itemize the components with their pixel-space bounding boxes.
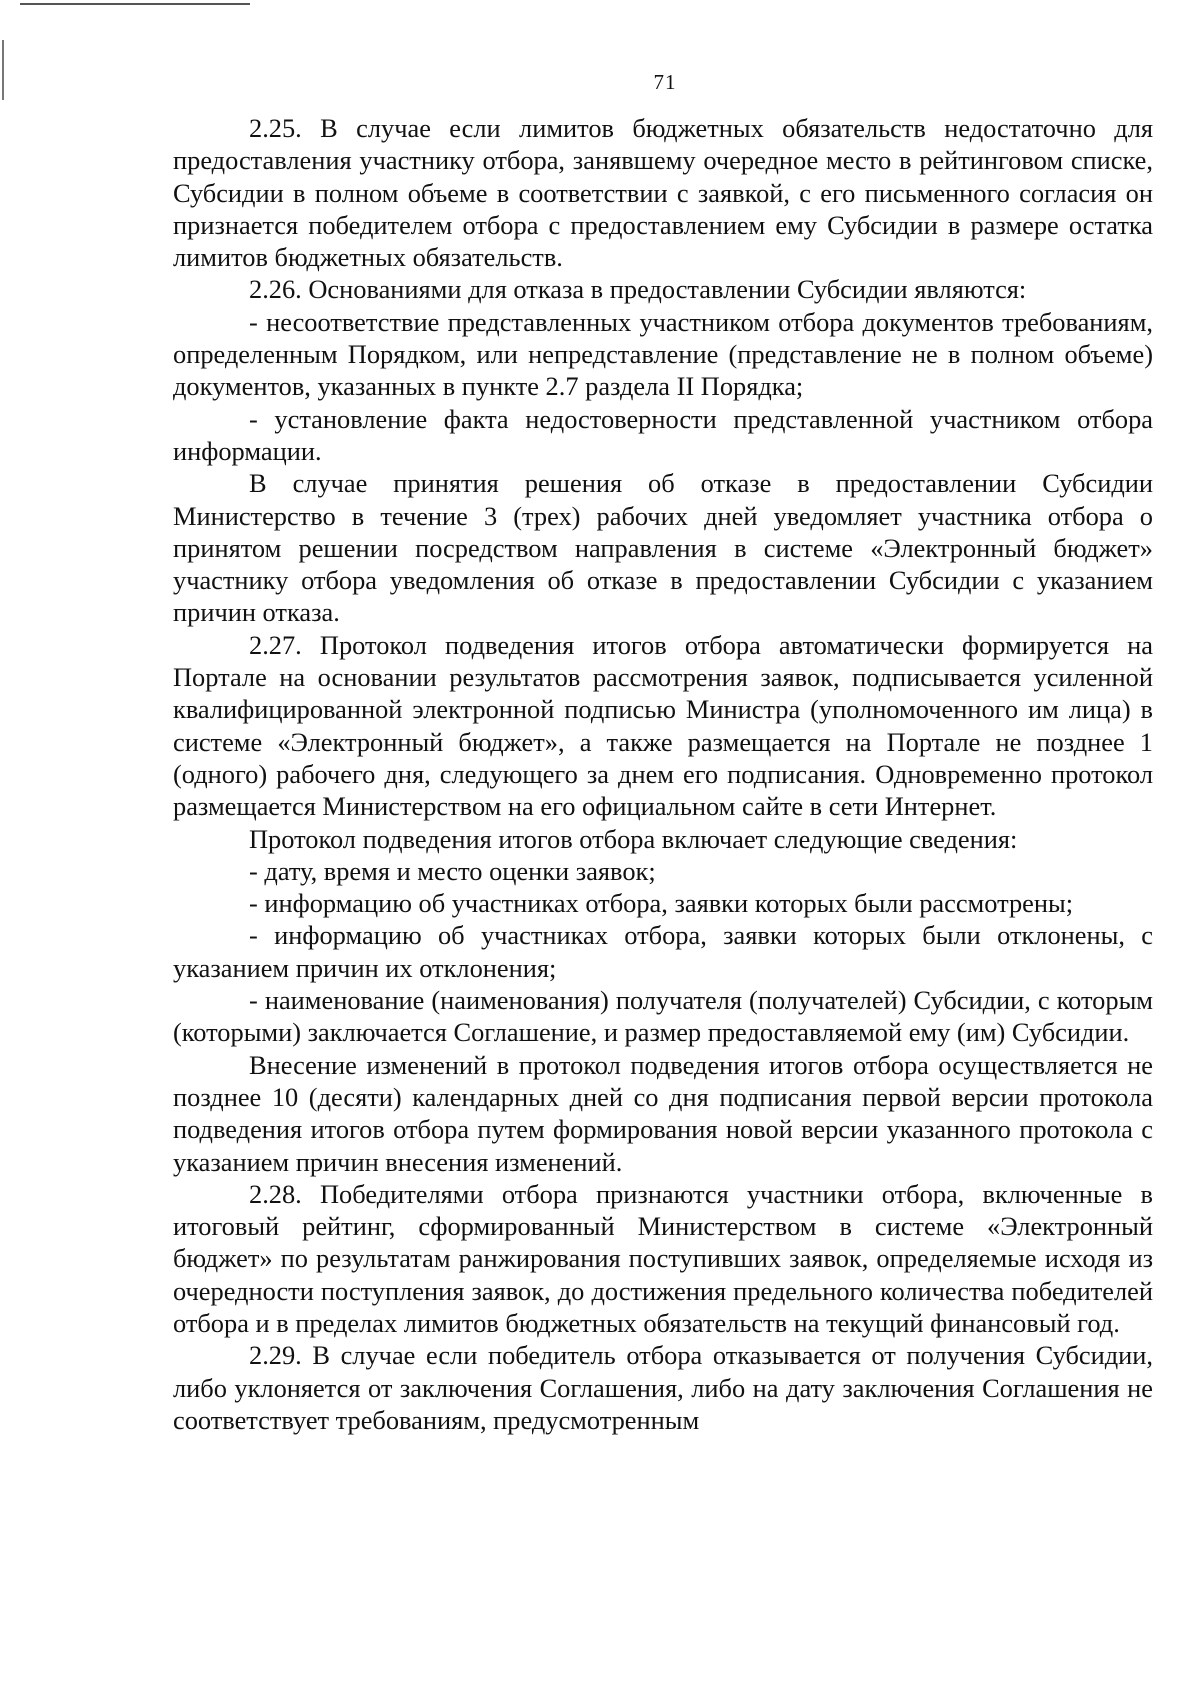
protocol-item-2: - информацию об участниках отбора, заявки которых были рассмотрены; (249, 888, 1074, 919)
protocol-item-4: - наименование (наименования) получателя (получателей) Субсидии, с которым (которыми) заключается Соглашение, и размер предоставляемой ему (им) Субсидии. (173, 985, 1153, 1048)
paragraph-2-25: 2.25. В случае если лимитов бюджетных обязательств недостаточно для предоставления участнику отбора, занявшему очередное место в рейтинговом списке, Субсидии в полном объеме в соответствии с заявкой, с его письменного согласия он признается победителем отбора с предоставлением ему Субсидии в размере остатка лимитов бюджетных обязательств. (173, 113, 1153, 273)
protocol-item-1: - дату, время и место оценки заявок; (249, 855, 656, 886)
refusal-notice-paragraph: В случае принятия решения об отказе в предоставлении Субсидии Министерство в течение 3 (трех) рабочих дней уведомляет участника отбора о принятом решении посредством направления в системе «Электронный бюджет» участнику отбора уведомления об отказе в предоставлении Субсидии с указанием причин отказа. (173, 468, 1153, 628)
protocol-contents-intro: Протокол подведения итогов отбора включает следующие сведения: (249, 823, 1018, 854)
protocol-item-3: - информацию об участниках отбора, заявки которых были отклонены, с указанием причин их отклонения; (173, 920, 1153, 983)
document-body (173, 112, 1153, 1436)
scan-edge-top (20, 3, 250, 5)
refusal-ground-1: - несоответствие представленных участником отбора документов требованиям, определенным Порядком, или непредставление (представление не в полном объеме) документов, указанных в пункте 2.7 раздела II Порядка; (173, 306, 1153, 402)
paragraph-2-27: 2.27. Протокол подведения итогов отбора автоматически формируется на Портале на основании результатов рассмотрения заявок, подписывается усиленной квалифицированной электронной подписью Министра (уполномоченного им лица) в системе «Электронный бюджет», а также размещается на Портале не позднее 1 (одного) рабочего дня, следующего за днем его подписания. Одновременно протокол размещается Министерством на его официальном сайте в сети Интернет. (173, 629, 1153, 822)
paragraph-2-26: 2.26. Основаниями для отказа в предоставлении Субсидии являются: (249, 274, 1027, 305)
paragraph-2-28: 2.28. Победителями отбора признаются участники отбора, включенные в итоговый рейтинг, сформированный Министерством в системе «Электронный бюджет» по результатам ранжирования поступивших заявок, определяемые исходя из очередности поступления заявок, до достижения предельного количества победителей отбора и в пределах лимитов бюджетных обязательств на текущий финансовый год. (173, 1178, 1153, 1338)
page-number: 71 (653, 70, 677, 94)
paragraph-2-29: 2.29. В случае если победитель отбора отказывается от получения Субсидии, либо уклоняется от заключения Соглашения, либо на дату заключения Соглашения не соответствует требованиям, предусмотренным (173, 1340, 1153, 1435)
refusal-ground-2: - установление факта недостоверности представленной участником отбора информации. (173, 403, 1153, 466)
protocol-amendment-paragraph: Внесение изменений в протокол подведения итогов отбора осуществляется не позднее 10 (десяти) календарных дней со дня подписания первой версии протокола подведения итогов отбора путем формирования новой версии указанного протокола с указанием причин внесения изменений. (173, 1049, 1153, 1177)
